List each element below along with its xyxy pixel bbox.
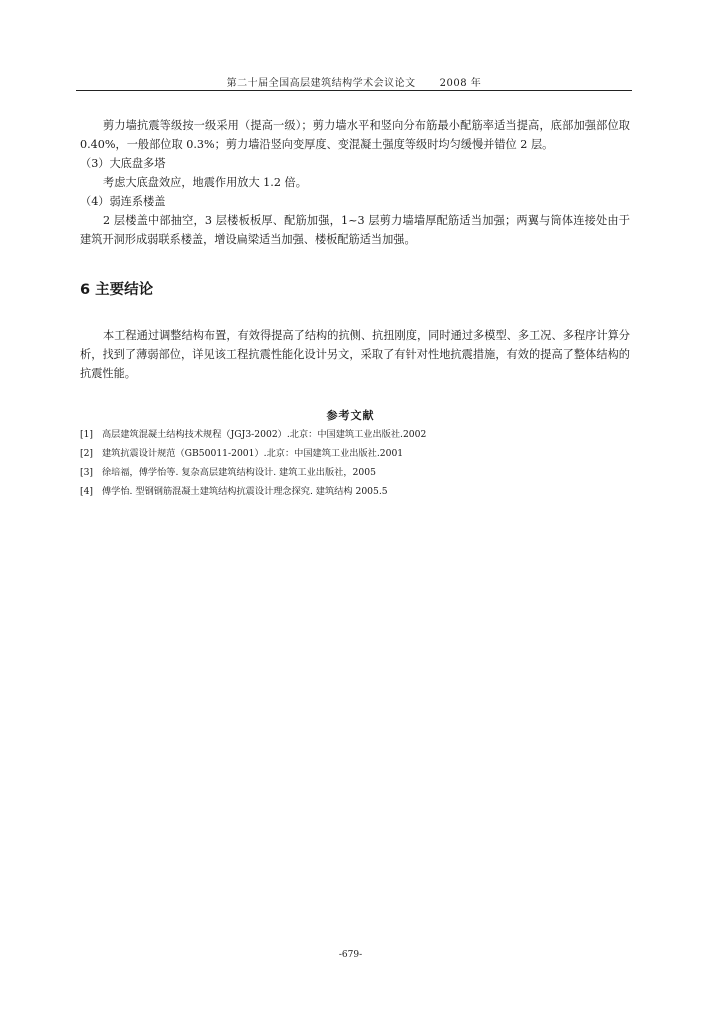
item-3-text: 考虑大底盘效应，地震作用放大 1.2 倍。 (103, 176, 307, 189)
header-title: 第二十届全国高层建筑结构学术会议论文 (226, 78, 416, 89)
reference-text: 傅学怡. 型钢钢筋混凝土建筑结构抗震设计理念探究. 建筑结构 2005.5 (102, 486, 388, 497)
reference-number: [2] (80, 448, 94, 459)
item-3-title: （3）大底盘多塔 (80, 157, 166, 170)
page-number: -679- (338, 950, 363, 960)
reference-item (80, 466, 376, 480)
reference-text: 建筑抗震设计规范（GB50011-2001）.北京：中国建筑工业出版社.2001 (102, 448, 404, 459)
running-header (76, 74, 632, 91)
section-heading: 6 主要结论 (80, 282, 154, 298)
item-4-title: （4）弱连系楼盖 (80, 195, 166, 208)
reference-item (80, 485, 388, 499)
reference-text: 高层建筑混凝土结构技术规程（JGJ3-2002）.北京：中国建筑工业出版社.2002 (102, 429, 427, 440)
item-4-text: 2 层楼盖中部抽空，3 层楼板板厚、配筋加强，1~3 层剪力墙墙厚配筋适当加强；两翼与筒体连接处由于建筑开洞形成弱联系楼盖，增设扁梁适当加强、楼板配筋适当加强。 (80, 214, 630, 246)
reference-item (80, 447, 403, 461)
header-year: 2008 年 (439, 78, 482, 89)
reference-number: [3] (80, 467, 94, 478)
references-title: 参考文献 (326, 409, 375, 422)
reference-item (80, 428, 426, 442)
paragraph-shear-wall: 剪力墙抗震等级按一级采用（提高一级）；剪力墙水平和竖向分布筋最小配筋率适当提高，底部加强部位取 0.40%，一般部位取 0.3%；剪力墙沿竖向变厚度、变混凝土强度等级时均匀缓慢并错位 2 层。 (80, 119, 630, 151)
conclusion-paragraph: 本工程通过调整结构布置，有效得提高了结构的抗侧、抗扭刚度，同时通过多模型、多工况、多程序计算分析，找到了薄弱部位，详见该工程抗震性能化设计另文，采取了有针对性地抗震措施，有效的提高了整体结构的抗震性能。 (80, 329, 630, 380)
reference-number: [4] (80, 486, 94, 497)
reference-number: [1] (80, 429, 94, 440)
reference-text: 徐培福，傅学怡等. 复杂高层建筑结构设计. 建筑工业出版社，2005 (102, 467, 376, 478)
